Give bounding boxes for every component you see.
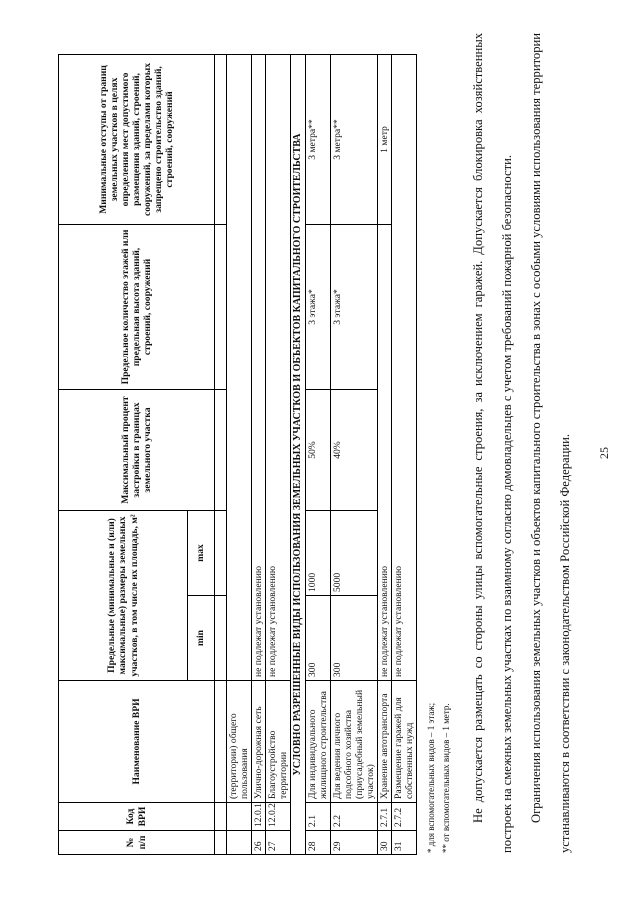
cell-setback: 3 метра** bbox=[330, 55, 377, 225]
cell-num: 31 bbox=[391, 831, 416, 855]
cell-code: 12.0.1 bbox=[252, 803, 266, 831]
cell-min: 300 bbox=[330, 596, 377, 681]
cell-min: 300 bbox=[305, 596, 330, 681]
table-row bbox=[330, 55, 377, 855]
header-name: Наименование ВРИ bbox=[59, 681, 215, 803]
table-header-row bbox=[59, 55, 188, 855]
table-row-continuation bbox=[227, 55, 252, 855]
cell-setback: 1 метр bbox=[377, 55, 391, 225]
header-code: Код ВРИ bbox=[59, 803, 215, 831]
footnote: ** от вспомогательных видов – 1 метр. bbox=[441, 703, 451, 853]
cell-max: 1000 bbox=[305, 511, 330, 596]
footnote: * для вспомогательных видов – 1 этаж; bbox=[426, 702, 436, 853]
cell-num: 30 bbox=[377, 831, 391, 855]
cell-note: не подлежат установлению bbox=[377, 225, 391, 681]
cell-name: Размещение гаражей для собственных нужд bbox=[391, 681, 416, 803]
header-max: max bbox=[188, 511, 215, 596]
cell-num: 28 bbox=[305, 831, 330, 855]
header-area: Предельные (минимальные и (или) максимальные) размеры земельных участков, в том числе их площадь, м² bbox=[59, 511, 188, 681]
table-row bbox=[305, 55, 330, 855]
cell-note: не подлежат установлению bbox=[266, 55, 291, 681]
table-row bbox=[377, 55, 391, 855]
cell-num: 26 bbox=[252, 831, 266, 855]
table-row bbox=[266, 55, 291, 855]
cell-note: не подлежат установлению bbox=[391, 55, 416, 681]
header-num: № п/п bbox=[59, 831, 215, 855]
cell-name: (территории) общего пользования bbox=[227, 681, 252, 803]
cell-name: Для индивидуального жилищного строительства bbox=[305, 681, 330, 803]
cell-num: 29 bbox=[330, 831, 377, 855]
cell-coverage: 50% bbox=[305, 390, 330, 511]
section-header-row bbox=[291, 55, 306, 855]
cell-name: Хранение автотранспорта bbox=[377, 681, 391, 803]
header-min: min bbox=[188, 596, 215, 681]
section-title: УСЛОВНО РАЗРЕШЕННЫЕ ВИДЫ ИСПОЛЬЗОВАНИЯ ЗЕМЕЛЬНЫХ УЧАСТКОВ И ОБЪЕКТОВ КАПИТАЛЬНОГО СТРОИТЕЛЬСТВА bbox=[291, 55, 306, 855]
paragraph: Ограничения использования земельных участков и объектов капитального строительства в зонах с особыми условиями использования территории устанавливаются в соответствии с законодательством Российской Федерации. bbox=[529, 33, 572, 853]
header-coverage: Максимальный процент застройки в границах земельного участка bbox=[59, 390, 215, 511]
cell-note: не подлежат установлению bbox=[252, 55, 266, 681]
table-row-spacer bbox=[215, 55, 227, 855]
cell-coverage: 40% bbox=[330, 390, 377, 511]
body-text bbox=[464, 33, 580, 853]
cell-setback: 3 метра** bbox=[305, 55, 330, 225]
cell-name: Для ведения личного подсобного хозяйства (приусадебный земельный участок) bbox=[330, 681, 377, 803]
zoning-table bbox=[58, 54, 417, 855]
table-row bbox=[391, 55, 416, 855]
cell-floors: 3 этажа* bbox=[305, 225, 330, 390]
cell-code: 2.1 bbox=[305, 803, 330, 831]
cell-name: Улично-дорожная сеть bbox=[252, 681, 266, 803]
page-number: 25 bbox=[597, 447, 611, 459]
header-setback: Минимальные отступы от границ земельных участков в целях определения мест допустимого размещения зданий, строений, сооружений, за пределами которых запрещено строительство зданий, строений, сооружений bbox=[59, 55, 215, 225]
header-floors: Предельное количество этажей или предельная высота зданий, строений, сооружений bbox=[59, 225, 215, 390]
paragraph: Не допускается размещать со стороны улицы вспомогательные строения, за исключением гаражей. Допускается блокировка хозяйственных построек на смежных земельных участках по взаимному согласию домовладельцев с учетом требований пожарной безопасности. bbox=[471, 33, 514, 853]
cell-code: 2.2 bbox=[330, 803, 377, 831]
cell-code: 12.0.2 bbox=[266, 803, 291, 831]
table-row bbox=[252, 55, 266, 855]
cell-code: 2.7.2 bbox=[391, 803, 416, 831]
cell-name: Благоустройство территории bbox=[266, 681, 291, 803]
cell-max: 5000 bbox=[330, 511, 377, 596]
cell-num: 27 bbox=[266, 831, 291, 855]
cell-floors: 3 этажа* bbox=[330, 225, 377, 390]
footnotes bbox=[424, 703, 454, 853]
cell-code: 2.7.1 bbox=[377, 803, 391, 831]
